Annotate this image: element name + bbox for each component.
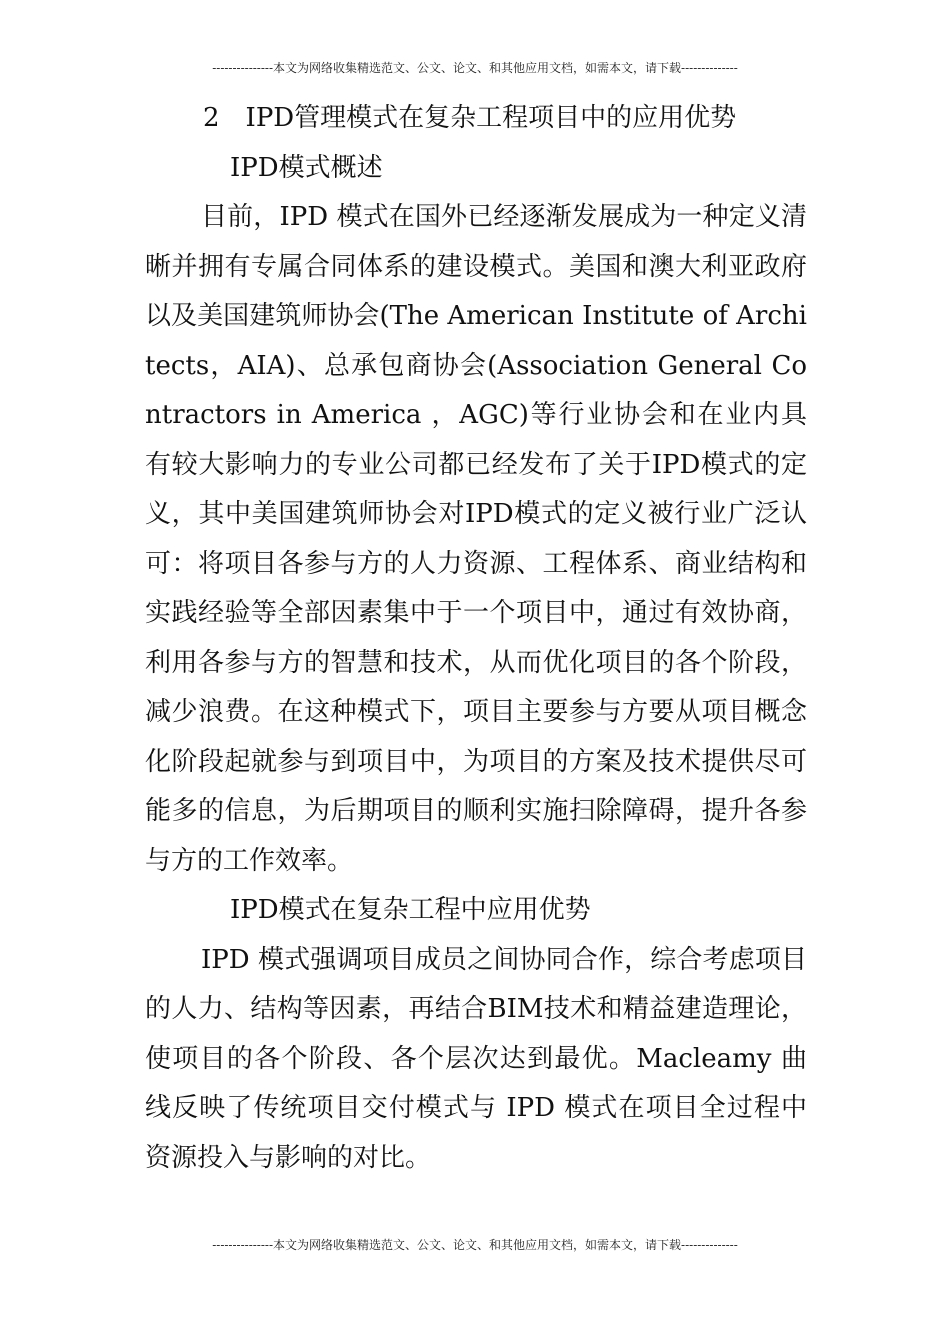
subsection-title-advantages: IPD模式在复杂工程中应用优势 xyxy=(230,895,591,925)
document-body xyxy=(145,94,807,1183)
section-title: 2 IPD管理模式在复杂工程项目中的应用优势 xyxy=(203,103,737,133)
paragraph-advantages: IPD 模式强调项目成员之间协同合作，综合考虑项目的人力、结构等因素，再结合BIM技术和精益建造理论，使项目的各个阶段、各个层次达到最优。Macleamy 曲线反映了传统项目交付模式与 IPD 模式在项目全过程中资源投入与影响的对比。 xyxy=(145,944,807,1173)
footer-banner: ---------------本文为网络收集精选范文、公文、论文、和其他应用文档，如需本文，请下载-------------- xyxy=(212,1238,738,1252)
header-banner: ---------------本文为网络收集精选范文、公文、论文、和其他应用文档，如需本文，请下载-------------- xyxy=(212,61,738,75)
subsection-title-overview: IPD模式概述 xyxy=(230,152,383,183)
paragraph-overview: 目前，IPD 模式在国外已经逐渐发展成为一种定义清晰并拥有专属合同体系的建设模式。美国和澳大利亚政府以及美国建筑师协会(The American Institute of Architects，AIA)、总承包商协会(Association General Contractors in America ，AGC)等行业协会和在业内具有较大影响力的专业公司都已经发布了关于IPD模式的定义，其中美国建筑师协会对IPD模式的定义被行业广泛认可：将项目各参与方的人力资源、工程体系、商业结构和实践经验等全部因素集中于一个项目中，通过有效协商，利用各参与方的智慧和技术，从而优化项目的各个阶段，减少浪费。在这种模式下，项目主要参与方要从项目概念化阶段起就参与到项目中，为项目的方案及技术提供尽可能多的信息，为后期项目的顺利实施扫除障碍，提升各参与方的工作效率。 xyxy=(145,202,807,876)
